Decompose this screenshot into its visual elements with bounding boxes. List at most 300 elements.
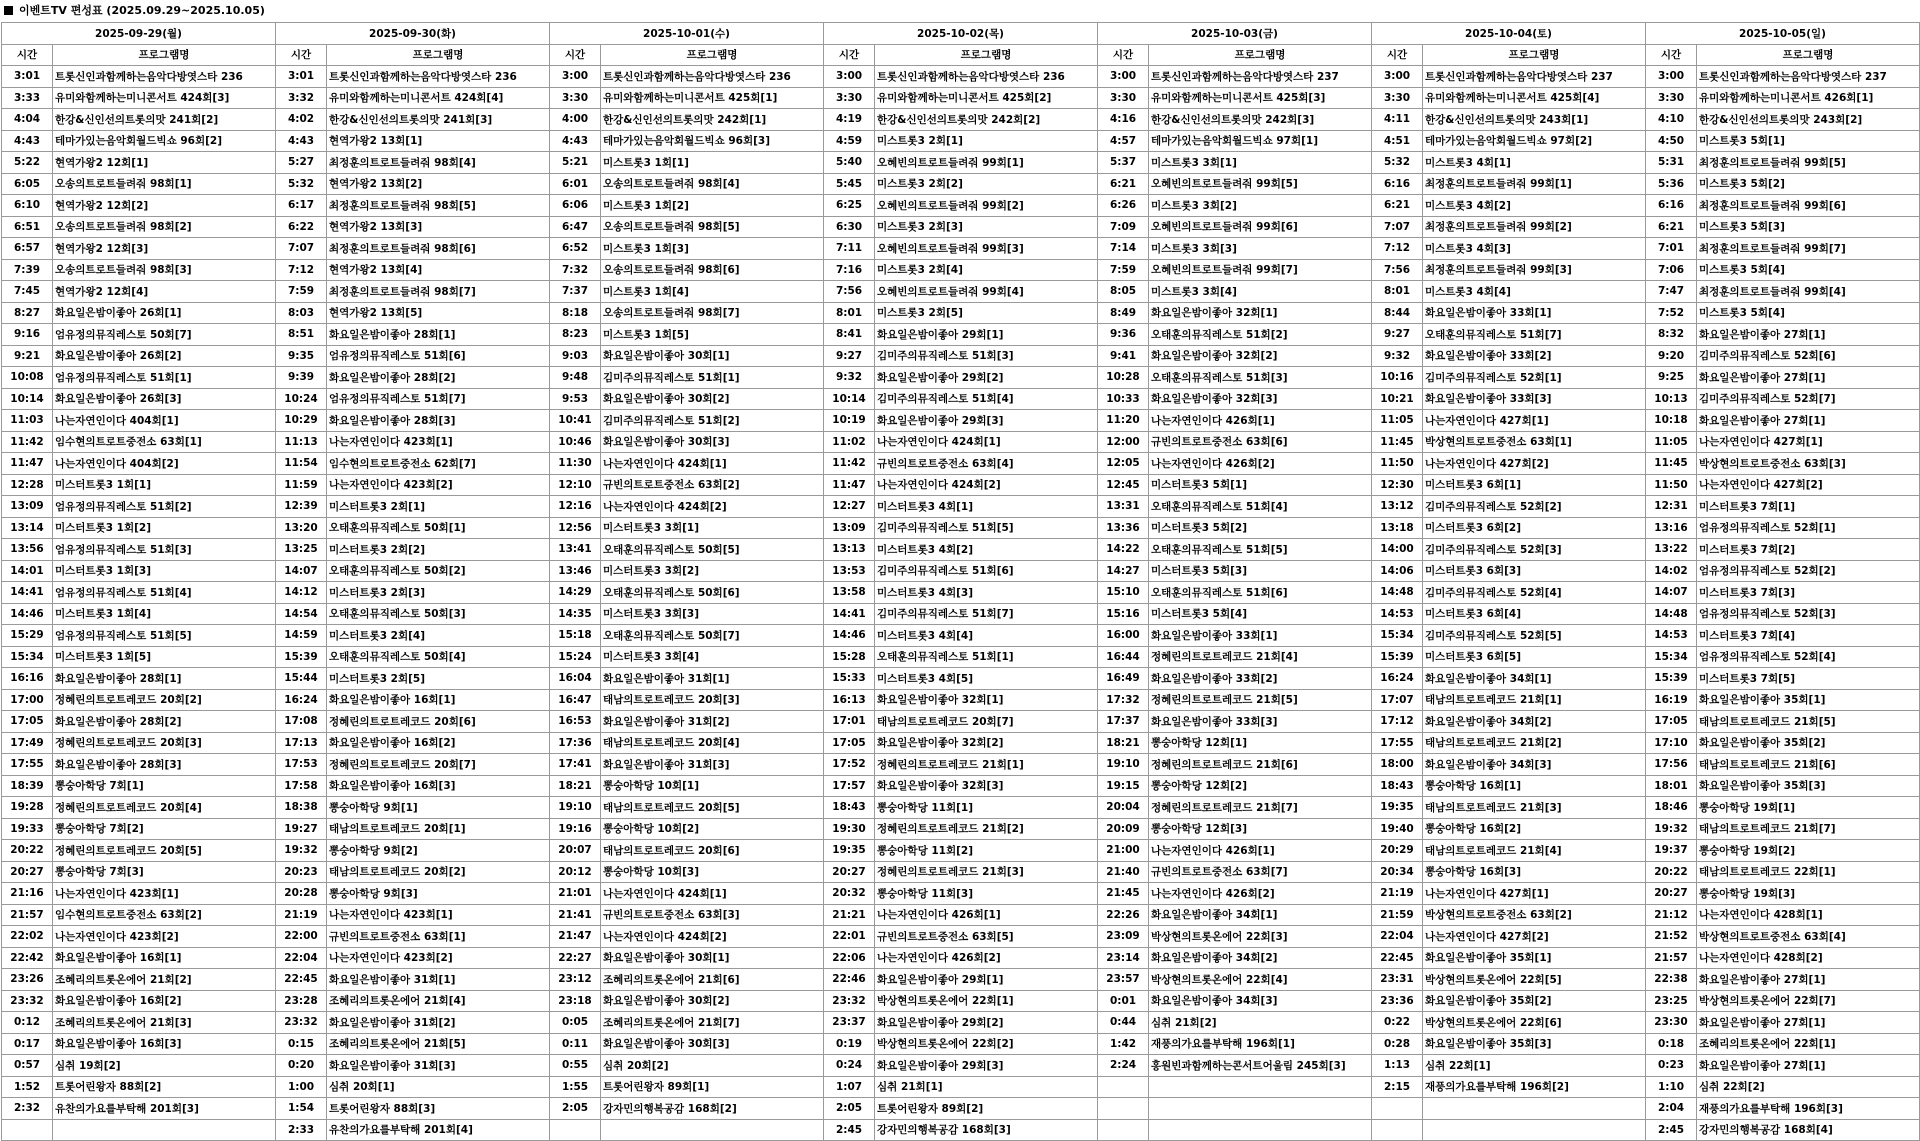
time-cell: 1:13 — [1372, 1055, 1423, 1077]
time-cell: 6:21 — [1098, 173, 1149, 195]
program-cell: 뽕숭아학당 7회[3] — [53, 861, 276, 883]
table-row — [2, 1055, 1920, 1077]
program-cell: 조혜리의트롯온에어 21회[7] — [601, 1012, 824, 1034]
program-cell: 정혜린의트로트레코드 20회[4] — [53, 797, 276, 819]
time-cell: 12:05 — [1098, 453, 1149, 475]
time-cell: 20:34 — [1372, 861, 1423, 883]
program-cell: 화요일은밤이좋아 35회[1] — [1697, 689, 1920, 711]
program-cell: 뽕숭아학당 9회[3] — [327, 883, 550, 905]
program-cell: 나는자연인이다 404회[2] — [53, 453, 276, 475]
time-cell: 14:41 — [824, 603, 875, 625]
program-cell: 엄유정의뮤직레스토 52회[4] — [1697, 646, 1920, 668]
time-cell: 1:52 — [2, 1076, 53, 1098]
program-cell: 화요일은밤이좋아 34회[3] — [1149, 990, 1372, 1012]
program-cell: 정혜린의트로트레코드 21회[7] — [1149, 797, 1372, 819]
table-row — [2, 216, 1920, 238]
square-bullet-icon — [4, 6, 13, 15]
time-cell: 6:10 — [2, 195, 53, 217]
program-cell: 화요일은밤이좋아 29회[3] — [875, 410, 1098, 432]
program-cell: 박상현의트롯온에어 22회[6] — [1423, 1012, 1646, 1034]
program-cell: 오태훈의뮤직레스토 50회[5] — [601, 539, 824, 561]
program-cell: 미스터트롯3 4회[4] — [875, 625, 1098, 647]
time-cell: 18:00 — [1372, 754, 1423, 776]
time-cell: 0:11 — [550, 1033, 601, 1055]
program-cell: 화요일은밤이좋아 26회[1] — [53, 302, 276, 324]
program-cell: 엄유정의뮤직레스토 51회[4] — [53, 582, 276, 604]
time-cell: 5:32 — [276, 173, 327, 195]
time-cell: 10:29 — [276, 410, 327, 432]
time-cell: 16:47 — [550, 689, 601, 711]
time-cell: 17:55 — [2, 754, 53, 776]
time-cell: 10:33 — [1098, 388, 1149, 410]
program-cell: 최정훈의트로트들려줘 98회[4] — [327, 152, 550, 174]
program-cell: 미스터트롯3 7회[3] — [1697, 582, 1920, 604]
time-cell: 21:57 — [1646, 947, 1697, 969]
program-cell: 화요일은밤이좋아 27회[1] — [1697, 324, 1920, 346]
program-column-header: 프로그램명 — [875, 44, 1098, 66]
time-cell: 20:09 — [1098, 818, 1149, 840]
program-cell: 미스터트롯3 2회[5] — [327, 668, 550, 690]
program-cell: 김미주의뮤직레스토 52회[3] — [1423, 539, 1646, 561]
time-cell: 16:44 — [1098, 646, 1149, 668]
time-cell: 17:53 — [276, 754, 327, 776]
program-cell: 화요일은밤이좋아 35회[2] — [1423, 990, 1646, 1012]
program-cell: 오태훈의뮤직레스토 51회[5] — [1149, 539, 1372, 561]
time-cell: 2:45 — [824, 1119, 875, 1141]
table-row — [2, 926, 1920, 948]
table-row — [2, 1119, 1920, 1141]
time-cell: 4:02 — [276, 109, 327, 131]
program-cell: 미스트롯3 2회[1] — [875, 130, 1098, 152]
program-column-header: 프로그램명 — [53, 44, 276, 66]
time-cell: 17:32 — [1098, 689, 1149, 711]
time-cell: 7:07 — [1372, 216, 1423, 238]
program-cell — [53, 1119, 276, 1141]
program-cell: 화요일은밤이좋아 29회[1] — [875, 969, 1098, 991]
program-cell: 오혜빈의트로트들려줘 99회[3] — [875, 238, 1098, 260]
program-cell: 화요일은밤이좋아 32회[2] — [1149, 345, 1372, 367]
program-cell: 김미주의뮤직레스토 52회[2] — [1423, 496, 1646, 518]
program-cell: 심취 21회[2] — [1149, 1012, 1372, 1034]
table-row — [2, 152, 1920, 174]
program-cell: 김미주의뮤직레스토 52회[5] — [1423, 625, 1646, 647]
program-cell: 뽕숭아학당 12회[1] — [1149, 732, 1372, 754]
time-cell: 3:30 — [1372, 87, 1423, 109]
table-row — [2, 560, 1920, 582]
time-cell: 4:00 — [550, 109, 601, 131]
program-cell: 엄유정의뮤직레스토 51회[6] — [327, 345, 550, 367]
time-cell: 22:02 — [2, 926, 53, 948]
time-cell: 0:55 — [550, 1055, 601, 1077]
time-cell: 11:05 — [1372, 410, 1423, 432]
time-cell: 14:07 — [1646, 582, 1697, 604]
time-cell: 16:04 — [550, 668, 601, 690]
program-cell: 화요일은밤이좋아 34회[3] — [1423, 754, 1646, 776]
time-cell — [1372, 1119, 1423, 1141]
time-cell: 3:01 — [2, 66, 53, 88]
program-cell: 화요일은밤이좋아 28회[3] — [327, 410, 550, 432]
time-cell: 6:25 — [824, 195, 875, 217]
time-cell: 6:52 — [550, 238, 601, 260]
time-cell: 11:20 — [1098, 410, 1149, 432]
table-row — [2, 173, 1920, 195]
program-cell: 미스트롯3 4회[3] — [1423, 238, 1646, 260]
time-cell: 3:30 — [824, 87, 875, 109]
time-cell: 17:12 — [1372, 711, 1423, 733]
time-cell: 13:31 — [1098, 496, 1149, 518]
time-cell: 8:49 — [1098, 302, 1149, 324]
time-cell: 17:36 — [550, 732, 601, 754]
time-cell: 15:18 — [550, 625, 601, 647]
table-row — [2, 840, 1920, 862]
time-cell: 15:44 — [276, 668, 327, 690]
program-cell: 조혜리의트롯온에어 21회[5] — [327, 1033, 550, 1055]
time-cell: 18:01 — [1646, 775, 1697, 797]
time-cell: 5:21 — [550, 152, 601, 174]
time-cell: 9:27 — [824, 345, 875, 367]
time-cell: 14:54 — [276, 603, 327, 625]
program-cell: 김미주의뮤직레스토 51회[4] — [875, 388, 1098, 410]
time-cell: 0:24 — [824, 1055, 875, 1077]
program-cell: 엄유정의뮤직레스토 50회[7] — [53, 324, 276, 346]
program-cell: 오송의트로트들려줘 98회[6] — [601, 259, 824, 281]
program-column-header: 프로그램명 — [1697, 44, 1920, 66]
program-cell: 김미주의뮤직레스토 52회[7] — [1697, 388, 1920, 410]
time-cell: 14:02 — [1646, 560, 1697, 582]
table-row — [2, 969, 1920, 991]
time-cell: 7:07 — [276, 238, 327, 260]
program-cell: 미스트롯3 5회[1] — [1697, 130, 1920, 152]
day-header: 2025-10-05(일) — [1646, 23, 1920, 45]
program-cell: 뽕숭아학당 11회[2] — [875, 840, 1098, 862]
time-cell: 21:47 — [550, 926, 601, 948]
time-cell: 9:20 — [1646, 345, 1697, 367]
program-cell: 김미주의뮤직레스토 51회[6] — [875, 560, 1098, 582]
time-cell: 14:48 — [1646, 603, 1697, 625]
table-row — [2, 345, 1920, 367]
program-cell: 한강&신인선의트롯의맛 243회[2] — [1697, 109, 1920, 131]
time-cell: 22:06 — [824, 947, 875, 969]
time-cell: 20:32 — [824, 883, 875, 905]
time-cell: 13:20 — [276, 517, 327, 539]
time-cell: 0:12 — [2, 1012, 53, 1034]
program-cell: 화요일은밤이좋아 27회[1] — [1697, 1012, 1920, 1034]
program-cell: 뽕숭아학당 7회[2] — [53, 818, 276, 840]
program-cell: 미스터트롯3 6회[1] — [1423, 474, 1646, 496]
program-cell: 미스트롯3 2회[2] — [875, 173, 1098, 195]
time-cell: 10:14 — [2, 388, 53, 410]
time-cell: 23:32 — [824, 990, 875, 1012]
program-cell: 화요일은밤이좋아 16회[3] — [53, 1033, 276, 1055]
table-row — [2, 238, 1920, 260]
program-cell: 미스트롯3 1회[1] — [601, 152, 824, 174]
time-cell: 0:23 — [1646, 1055, 1697, 1077]
time-cell: 23:57 — [1098, 969, 1149, 991]
program-cell: 미스트롯3 4회[2] — [1423, 195, 1646, 217]
program-cell: 미스터트롯3 1회[3] — [53, 560, 276, 582]
program-cell: 태남의트로트레코드 20회[4] — [601, 732, 824, 754]
time-cell: 8:27 — [2, 302, 53, 324]
program-cell: 뽕숭아학당 11회[3] — [875, 883, 1098, 905]
program-cell: 유미와함께하는미니콘서트 425회[3] — [1149, 87, 1372, 109]
program-cell: 유미와함께하는미니콘서트 425회[4] — [1423, 87, 1646, 109]
time-cell: 7:56 — [824, 281, 875, 303]
time-cell: 6:16 — [1372, 173, 1423, 195]
table-row — [2, 603, 1920, 625]
program-cell: 화요일은밤이좋아 34회[2] — [1149, 947, 1372, 969]
program-cell: 최정훈의트로트들려줘 99회[5] — [1697, 152, 1920, 174]
time-cell: 19:33 — [2, 818, 53, 840]
program-cell: 테마가있는음악회월드빅쇼 97회[1] — [1149, 130, 1372, 152]
program-cell: 한강&신인선의트롯의맛 241회[3] — [327, 109, 550, 131]
time-cell: 11:59 — [276, 474, 327, 496]
time-cell: 3:30 — [1646, 87, 1697, 109]
time-cell: 11:42 — [2, 431, 53, 453]
time-cell: 7:12 — [1372, 238, 1423, 260]
program-cell: 뽕숭아학당 10회[2] — [601, 818, 824, 840]
time-cell: 7:09 — [1098, 216, 1149, 238]
program-cell: 현역가왕2 13회[2] — [327, 173, 550, 195]
table-row — [2, 711, 1920, 733]
time-cell: 7:11 — [824, 238, 875, 260]
program-cell: 화요일은밤이좋아 30회[2] — [601, 388, 824, 410]
day-header: 2025-09-29(월) — [2, 23, 276, 45]
program-cell: 유찬의가요를부탁해 201회[3] — [53, 1098, 276, 1120]
program-cell: 나는자연인이다 426회[2] — [1149, 883, 1372, 905]
time-cell: 15:29 — [2, 625, 53, 647]
table-row — [2, 689, 1920, 711]
time-cell: 14:29 — [550, 582, 601, 604]
program-cell: 한강&신인선의트롯의맛 241회[2] — [53, 109, 276, 131]
time-cell: 3:00 — [824, 66, 875, 88]
program-cell: 오송의트로트들려줘 98회[4] — [601, 173, 824, 195]
time-cell: 4:16 — [1098, 109, 1149, 131]
time-cell: 8:44 — [1372, 302, 1423, 324]
time-cell: 0:19 — [824, 1033, 875, 1055]
schedule-table — [1, 22, 1920, 1141]
time-cell: 9:41 — [1098, 345, 1149, 367]
time-cell: 6:21 — [1646, 216, 1697, 238]
time-cell: 12:10 — [550, 474, 601, 496]
program-cell: 미스터트롯3 4회[2] — [875, 539, 1098, 561]
program-cell: 화요일은밤이좋아 28회[1] — [327, 324, 550, 346]
program-cell: 화요일은밤이좋아 31회[2] — [601, 711, 824, 733]
time-cell: 16:19 — [1646, 689, 1697, 711]
program-cell: 나는자연인이다 423회[1] — [53, 883, 276, 905]
program-cell: 정혜린의트로트레코드 21회[4] — [1149, 646, 1372, 668]
time-cell: 17:07 — [1372, 689, 1423, 711]
program-cell: 화요일은밤이좋아 28회[2] — [53, 711, 276, 733]
time-cell: 13:22 — [1646, 539, 1697, 561]
table-row — [2, 539, 1920, 561]
time-column-header: 시간 — [1372, 44, 1423, 66]
time-cell: 3:30 — [550, 87, 601, 109]
time-cell: 9:21 — [2, 345, 53, 367]
time-cell: 23:26 — [2, 969, 53, 991]
program-cell: 나는자연인이다 428회[2] — [1697, 947, 1920, 969]
time-cell: 4:19 — [824, 109, 875, 131]
program-cell: 미스트롯3 3회[1] — [1149, 152, 1372, 174]
time-cell: 6:06 — [550, 195, 601, 217]
time-cell: 14:48 — [1372, 582, 1423, 604]
program-cell: 오태훈의뮤직레스토 50회[3] — [327, 603, 550, 625]
time-cell: 23:37 — [824, 1012, 875, 1034]
time-cell: 9:35 — [276, 345, 327, 367]
program-cell: 미스트롯3 4회[1] — [1423, 152, 1646, 174]
program-cell: 유미와함께하는미니콘서트 425회[1] — [601, 87, 824, 109]
program-cell: 뽕숭아학당 19회[1] — [1697, 797, 1920, 819]
time-cell: 23:28 — [276, 990, 327, 1012]
program-cell: 미스터트롯3 6회[5] — [1423, 646, 1646, 668]
time-cell: 4:43 — [2, 130, 53, 152]
program-cell: 미스트롯3 1회[5] — [601, 324, 824, 346]
time-cell: 5:45 — [824, 173, 875, 195]
program-cell: 트롯어린왕자 89회[1] — [601, 1076, 824, 1098]
program-column-header: 프로그램명 — [601, 44, 824, 66]
time-column-header: 시간 — [2, 44, 53, 66]
table-row — [2, 453, 1920, 475]
time-cell: 20:07 — [550, 840, 601, 862]
program-cell: 규빈의트로트중전소 63회[3] — [601, 904, 824, 926]
time-cell: 17:55 — [1372, 732, 1423, 754]
program-cell: 최정훈의트로트들려줘 98회[5] — [327, 195, 550, 217]
program-cell: 화요일은밤이좋아 27회[1] — [1697, 969, 1920, 991]
program-cell: 미스터트롯3 5회[2] — [1149, 517, 1372, 539]
program-cell: 최정훈의트로트들려줘 98회[7] — [327, 281, 550, 303]
time-cell: 15:10 — [1098, 582, 1149, 604]
time-cell: 19:15 — [1098, 775, 1149, 797]
time-cell: 20:22 — [1646, 861, 1697, 883]
program-cell: 오태훈의뮤직레스토 50회[4] — [327, 646, 550, 668]
time-column-header: 시간 — [1646, 44, 1697, 66]
time-cell: 14:06 — [1372, 560, 1423, 582]
time-cell: 17:52 — [824, 754, 875, 776]
table-row — [2, 625, 1920, 647]
time-cell: 20:27 — [1646, 883, 1697, 905]
program-cell: 유찬의가요를부탁해 201회[4] — [327, 1119, 550, 1141]
time-cell: 11:50 — [1646, 474, 1697, 496]
program-cell: 화요일은밤이좋아 30회[3] — [601, 1033, 824, 1055]
time-cell: 10:19 — [824, 410, 875, 432]
time-cell: 7:52 — [1646, 302, 1697, 324]
program-cell: 한강&신인선의트롯의맛 243회[1] — [1423, 109, 1646, 131]
program-cell: 태남의트로트레코드 20회[6] — [601, 840, 824, 862]
time-cell: 13:14 — [2, 517, 53, 539]
program-cell: 나는자연인이다 424회[2] — [601, 496, 824, 518]
time-cell: 9:32 — [824, 367, 875, 389]
time-cell: 21:40 — [1098, 861, 1149, 883]
program-cell: 미스트롯3 1회[3] — [601, 238, 824, 260]
time-cell: 3:00 — [1372, 66, 1423, 88]
time-cell: 20:23 — [276, 861, 327, 883]
time-cell: 13:13 — [824, 539, 875, 561]
table-row — [2, 797, 1920, 819]
program-cell: 태남의트로트레코드 21회[2] — [1423, 732, 1646, 754]
time-cell: 18:38 — [276, 797, 327, 819]
time-cell — [1098, 1098, 1149, 1120]
program-cell: 나는자연인이다 424회[1] — [875, 431, 1098, 453]
program-cell: 나는자연인이다 426회[2] — [1149, 453, 1372, 475]
program-cell: 태남의트로트레코드 20회[3] — [601, 689, 824, 711]
time-cell: 4:50 — [1646, 130, 1697, 152]
time-cell: 22:27 — [550, 947, 601, 969]
time-cell: 6:05 — [2, 173, 53, 195]
time-cell: 11:30 — [550, 453, 601, 475]
program-cell: 엄유정의뮤직레스토 52회[2] — [1697, 560, 1920, 582]
time-cell: 9:25 — [1646, 367, 1697, 389]
time-cell — [2, 1119, 53, 1141]
program-cell: 태남의트로트레코드 21회[7] — [1697, 818, 1920, 840]
program-cell — [1149, 1119, 1372, 1141]
table-row — [2, 990, 1920, 1012]
program-cell: 태남의트로트레코드 21회[1] — [1423, 689, 1646, 711]
program-cell: 뽕숭아학당 19회[2] — [1697, 840, 1920, 862]
program-cell: 나는자연인이다 427회[2] — [1423, 453, 1646, 475]
program-cell: 오송의트로트들려줘 98회[3] — [53, 259, 276, 281]
time-cell: 21:12 — [1646, 904, 1697, 926]
program-cell: 정혜린의트로트레코드 21회[2] — [875, 818, 1098, 840]
page-title — [0, 0, 1920, 22]
program-cell: 테마가있는음악회월드빅쇼 96회[2] — [53, 130, 276, 152]
time-cell: 15:33 — [824, 668, 875, 690]
program-cell: 오태훈의뮤직레스토 50회[1] — [327, 517, 550, 539]
program-cell: 트롯어린왕자 88회[2] — [53, 1076, 276, 1098]
program-cell: 조혜리의트롯온에어 21회[6] — [601, 969, 824, 991]
time-cell: 19:37 — [1646, 840, 1697, 862]
time-cell: 2:33 — [276, 1119, 327, 1141]
time-cell: 7:37 — [550, 281, 601, 303]
time-cell: 18:43 — [824, 797, 875, 819]
time-column-header: 시간 — [824, 44, 875, 66]
time-cell: 15:39 — [1372, 646, 1423, 668]
program-cell: 현역가왕2 13회[3] — [327, 216, 550, 238]
program-cell: 뽕숭아학당 16회[1] — [1423, 775, 1646, 797]
table-row — [2, 66, 1920, 88]
time-cell: 17:58 — [276, 775, 327, 797]
time-cell: 10:24 — [276, 388, 327, 410]
program-cell: 미스트롯3 2회[5] — [875, 302, 1098, 324]
time-cell: 10:18 — [1646, 410, 1697, 432]
day-header: 2025-10-04(토) — [1372, 23, 1646, 45]
time-cell: 13:56 — [2, 539, 53, 561]
program-cell: 미스트롯3 3회[2] — [1149, 195, 1372, 217]
time-cell: 3:00 — [1646, 66, 1697, 88]
program-cell — [1149, 1076, 1372, 1098]
program-cell — [1423, 1119, 1646, 1141]
program-cell: 화요일은밤이좋아 29회[2] — [875, 1012, 1098, 1034]
time-cell: 22:46 — [824, 969, 875, 991]
program-cell: 오태훈의뮤직레스토 50회[2] — [327, 560, 550, 582]
program-cell: 오태훈의뮤직레스토 51회[3] — [1149, 367, 1372, 389]
program-cell: 현역가왕2 12회[3] — [53, 238, 276, 260]
program-cell: 김미주의뮤직레스토 52회[6] — [1697, 345, 1920, 367]
program-cell: 미스터트롯3 1회[2] — [53, 517, 276, 539]
table-row — [2, 883, 1920, 905]
time-cell: 10:21 — [1372, 388, 1423, 410]
time-cell: 14:07 — [276, 560, 327, 582]
program-cell: 재풍의가요를부탁해 196회[3] — [1697, 1098, 1920, 1120]
time-cell: 16:24 — [1372, 668, 1423, 690]
time-cell: 3:32 — [276, 87, 327, 109]
program-cell: 화요일은밤이좋아 29회[1] — [875, 324, 1098, 346]
time-cell: 14:12 — [276, 582, 327, 604]
program-cell: 유미와함께하는미니콘서트 424회[4] — [327, 87, 550, 109]
time-cell: 14:59 — [276, 625, 327, 647]
table-row — [2, 904, 1920, 926]
time-cell: 20:28 — [276, 883, 327, 905]
time-cell: 13:36 — [1098, 517, 1149, 539]
time-cell: 12:00 — [1098, 431, 1149, 453]
